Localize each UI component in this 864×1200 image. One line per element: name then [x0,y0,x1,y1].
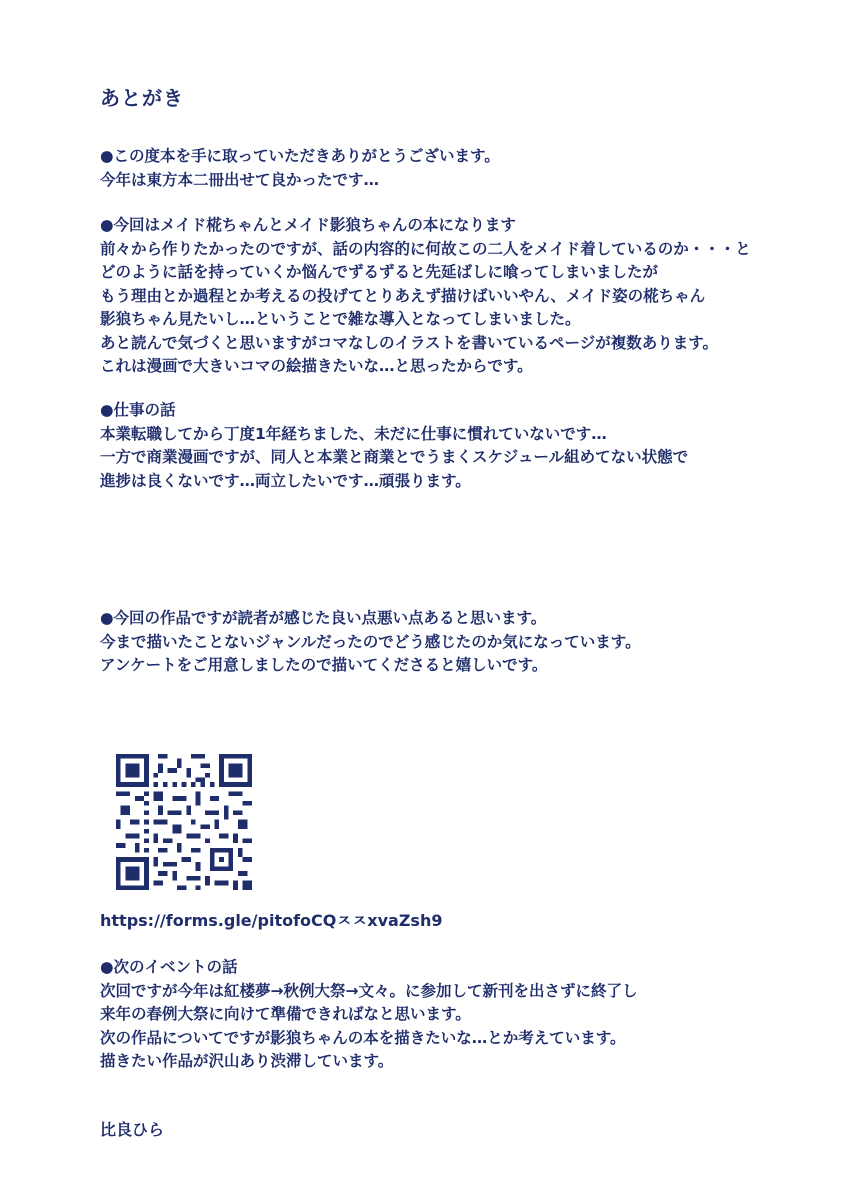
text-line: 前々から作りたかったのですが、話の内容的に何故この二人をメイド着しているのか・・・と [100,239,751,258]
text-line: 今年は東方本二冊出せて良かったです… [100,170,380,189]
text-line: 今まで描いたことないジャンルだったのでどう感じたのか気になっています。 [100,632,641,651]
text-line: 影狼ちゃん見たいし…ということで雑な導入となってしまいました。 [100,310,581,328]
section-next-event [100,956,800,1074]
section-thanks [100,145,800,192]
survey-qr-code[interactable] [116,754,252,890]
text-line: もう理由とか過程とか考えるの投げてとりあえず描けばいいやん、メイド姿の椛ちゃん [100,286,706,305]
text-line: 次回ですが今年は紅楼夢→秋例大祭→文々。に参加して新刊を出さずに終了し [100,981,638,1000]
text-line: これは漫画で大きいコマの絵描きたいな…と思ったからです。 [100,357,533,375]
text-line: 来年の春例大祭に向けて準備できればなと思います。 [100,1005,471,1023]
survey-url-link[interactable]: https://forms.gle/pitofoCQㅈㅈxvaZsh9 [100,911,443,930]
section-work [100,399,800,493]
author-signature: 比良ひら [100,1120,165,1139]
text-line: 次の作品についてですが影狼ちゃんの本を描きたいな…とか考えています。 [100,1028,626,1047]
text-line: ●今回の作品ですが読者が感じた良い点悪い点あると思います。 [100,609,547,627]
section-this-book [100,214,800,379]
text-line: ●仕事の話 [100,401,176,419]
text-line: どのように話を持っていくか悩んでずるずると先延ばしに喰ってしまいましたが [100,263,659,281]
text-line: ●この度本を手に取っていただきありがとうございます。 [100,147,500,165]
page-title: あとがき [100,86,184,110]
text-line: ●次のイベントの話 [100,958,238,976]
text-line: ●今回はメイド椛ちゃんとメイド影狼ちゃんの本になります [100,216,516,234]
text-line: 描きたい作品が沢山あり渋滞しています。 [100,1052,394,1070]
text-line: あと読んで気づくと思いますがコマなしのイラストを書いているページが複数あります。 [100,333,718,352]
text-line: アンケートをご用意しましたので描いてくださると嬉しいです。 [100,656,548,674]
text-line: 一方で商業漫画ですが、同人と本業と商業とでうまくスケジュール組めてない状態で [100,448,689,466]
text-line: 進捗は良くないです…両立したいです…頑張ります。 [100,471,471,490]
text-line: 本業転職してから丁度1年経ちました、未だに仕事に慣れていないです… [100,424,607,443]
section-survey [100,607,800,678]
